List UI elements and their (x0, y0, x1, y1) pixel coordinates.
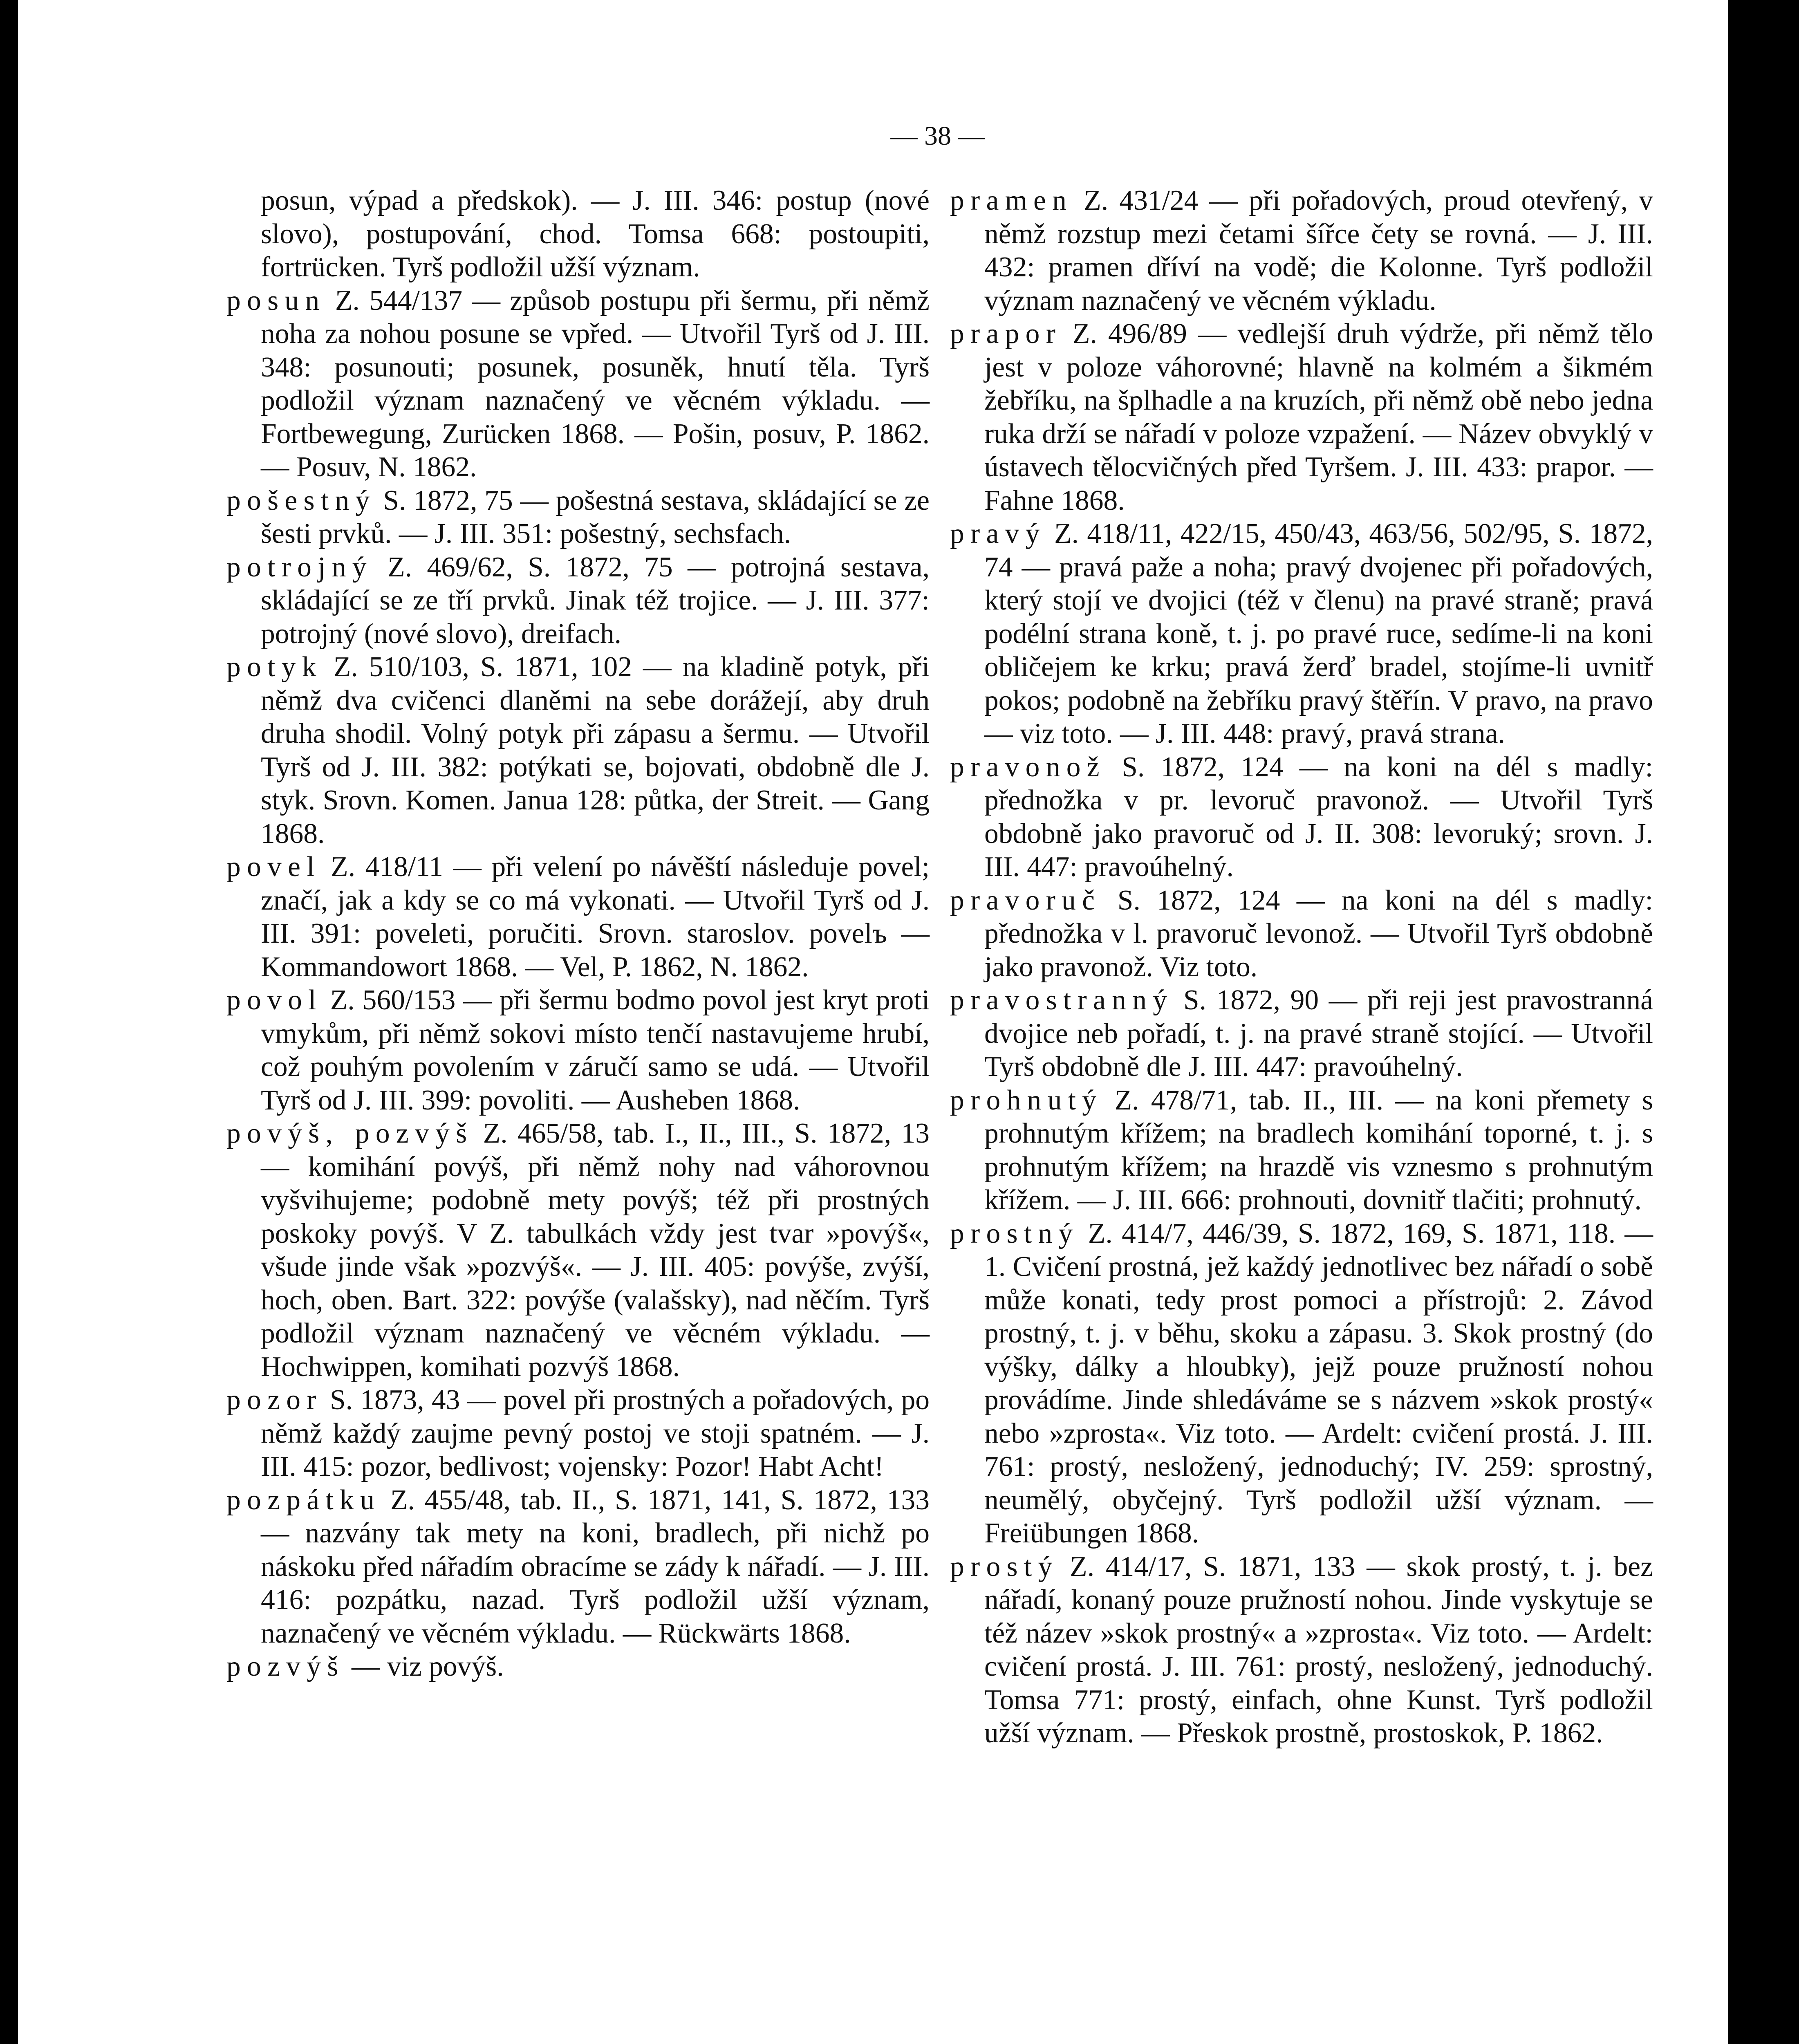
entry-headword: povol (226, 984, 323, 1016)
entry-definition: Z. 455/48, tab. II., S. 1871, 141, S. 1872, 133 — nazvány tak mety na koni, bradlech, při nichž po náskoku před nářadím obracíme se zády k nářadí. — J. III. 416: pozpátku, nazad. Tyrš podložil užší význam, naznačený ve věcném výkladu. — Rückwärts 1868. (261, 1484, 930, 1649)
entry-headword: pozor (226, 1384, 323, 1416)
entry-definition: S. 1872, 124 — na koni na dél s madly: přednožka v l. pravoruč levonož. — Utvořil Tyrš obdobně jako pravonož. Viz toto. (984, 884, 1653, 983)
dictionary-entry (950, 1217, 1653, 1550)
entry-headword: prohnutý (950, 1084, 1103, 1116)
entry-headword: pravonož (950, 751, 1106, 783)
dictionary-entry (226, 850, 930, 984)
dictionary-entry (226, 551, 930, 651)
entry-definition: Z. 496/89 — vedlejší druh výdrže, při němž tělo jest v poloze váhorovné; hlavně na kolmém a šikmém žebříku, na šplhadle a na kruzích, při němž obě nebo jedna ruka drží se nářadí v poloze vzpažení. — Název obvyklý v ústavech tělocvičných před Tyršem. J. III. 433: prapor. — Fahne 1868. (984, 318, 1653, 516)
entry-definition: S. 1872, 124 — na koni na dél s madly: přednožka v pr. levoruč pravonož. — Utvořil Tyrš obdobně jako pravoruč od J. II. 308: levoruký; srovn. J. III. 447: pravoúhelný. (984, 751, 1653, 883)
entry-definition: Z. 414/7, 446/39, S. 1872, 169, S. 1871, 118. — 1. Cvičení prostná, jež každý jednotlivec bez nářadí o sobě může konati, tedy prost pomoci a přístrojů: 2. Závod prostný, t. j. v běhu, skoku a zápasu. 3. Skok prostný (do výšky, dálky a hloubky), jejž pouze pružností nohou provádíme. Jinde shledáváme se s názvem »skok prostý« nebo »zprosta«. Viz toto. — Ardelt: cvičení prostá. J. III. 761: prostý, nesložený, jednoduchý; IV. 259: sprostný, neumělý, obyčejný. Tyrš podložil užší význam. — Freiübungen 1868. (984, 1217, 1653, 1549)
dictionary-entry (226, 284, 930, 484)
dictionary-entry (226, 650, 930, 850)
entry-definition: Z. 414/17, S. 1871, 133 — skok prostý, t. j. bez nářadí, konaný pouze pružností nohou. Jinde vyskytuje se též název »skok prostný« a »zprosta«. Viz toto. — Ardelt: cvičení prostá. J. III. 761: prostý, nesložený, jednoduchý. Tomsa 771: prostý, einfach, ohne Kunst. Tyrš podložil užší význam. — Přeskok prostně, prostoskok, P. 1862. (984, 1551, 1653, 1749)
entry-headword: pravý (950, 518, 1046, 549)
dictionary-entry (950, 517, 1653, 751)
dictionary-entry (950, 1084, 1653, 1217)
dictionary-entry (950, 317, 1653, 517)
entry-definition: Z. 418/11, 422/15, 450/43, 463/56, 502/95, S. 1872, 74 — pravá paže a noha; pravý dvojenec při pořadových, který stojí ve dvojici (též v členu) na pravé straně; pravá podélní strana koně, t. j. po pravé ruce, sedíme-li na koni obličejem ke krku; pravá žerď bradel, stojíme-li uvnitř pokos; podobně na žebříku pravý štěřín. V pravo, na pravo — viz toto. — J. III. 448: pravý, pravá strana. (984, 518, 1653, 749)
scan-border (1728, 0, 1763, 2044)
dictionary-entry (226, 484, 930, 551)
right-column (950, 184, 1653, 1750)
entry-headword: potrojný (226, 551, 373, 583)
entry-headword: pramen (950, 185, 1073, 216)
entry-definition: S. 1872, 90 — při reji jest pravostranná dvojice neb pořadí, t. j. na pravé straně stojící. — Utvořil Tyrš obdobně dle J. III. 447: pravoúhelný. (984, 984, 1653, 1083)
entry-definition: Z. 418/11 — při velení po návěští následuje povel; značí, jak a kdy se co má vykonati. — Utvořil Tyrš od J. III. 391: poveleti, poručiti. Srovn. staroslov. povelъ — Kommandowort 1868. — Vel, P. 1862, N. 1862. (261, 851, 930, 983)
dictionary-entry (226, 184, 930, 284)
dictionary-entry (950, 984, 1653, 1084)
dictionary-entry (226, 1117, 930, 1383)
entry-headword: povel (226, 851, 321, 883)
dictionary-entry (950, 884, 1653, 984)
entry-headword: potyk (226, 651, 323, 683)
entry-headword: prapor (950, 318, 1062, 350)
entry-headword: prostný (950, 1217, 1079, 1249)
dictionary-entry (950, 1550, 1653, 1750)
entry-headword: povýš, pozvýš (226, 1118, 473, 1149)
dictionary-entry (226, 1484, 930, 1650)
entry-headword: pravoruč (950, 884, 1101, 916)
dictionary-entry (950, 751, 1653, 884)
entry-definition: S. 1873, 43 — povel při prostných a pořadových, po němž každý zaujme pevný postoj ve stoji spatném. — J. III. 415: pozor, bedlivost; vojensky: Pozor! Habt Acht! (261, 1384, 930, 1482)
page-number: — 38 — (890, 121, 985, 151)
entry-definition: S. 1872, 75 — pošestná sestava, skládající se ze šesti prvků. — J. III. 351: pošestný, sechsfach. (261, 484, 930, 549)
entry-definition: Z. 465/58, tab. I., II., III., S. 1872, 13 — komihání povýš, při němž nohy nad váhorovnou vyšvihujeme; podobně mety povýš; též při prostných poskoky povýš. V Z. tabulkách vždy jest tvar »povýš«, všude jinde však »pozvýš«. — J. III. 405: povýše, zvýší, hoch, oben. Bart. 322: povýše (valašsky), nad něčím. Tyrš podložil význam naznačený ve věcném výkladu. — Hochwippen, komihati pozvýš 1868. (261, 1118, 930, 1383)
entry-headword: prostý (950, 1551, 1059, 1582)
dictionary-entry (226, 1650, 930, 1683)
entry-headword: pošestný (226, 484, 376, 516)
entry-definition: Z. 469/62, S. 1872, 75 — potrojná sestava, skládající se ze tří prvků. Jinak též trojice. — J. III. 377: potrojný (nové slovo), dreifach. (261, 551, 930, 650)
entry-definition: Z. 544/137 — způsob postupu při šermu, při němž noha za nohou posune se vpřed. — Utvořil Tyrš od J. III. 348: posunouti; posunek, posuněk, hnutí těla. Tyrš podložil význam naznačený ve věcném výkladu. — Fortbewegung, Zurücken 1868. — Pošin, posuv, P. 1862. — Posuv, N. 1862. (261, 285, 930, 483)
entry-headword: posun (226, 285, 326, 316)
entry-definition: posun, výpad a předskok). — J. III. 346: postup (nové slovo), postupování, chod. Tomsa 668: postoupiti, fortrücken. Tyrš podložil užší význam. (261, 185, 930, 283)
entry-headword: pravostranný (950, 984, 1174, 1016)
entry-definition: Z. 478/71, tab. II., III. — na koni přemety s prohnutým křížem; na bradlech komihání toporné, t. j. s prohnutým křížem; na hrazdě vis vznesmo s prohnutým křížem. — J. III. 666: prohnouti, dovnitř tlačiti; prohnutý. (984, 1084, 1653, 1216)
dictionary-entry (226, 984, 930, 1117)
dictionary-entry (950, 184, 1653, 317)
entry-definition: Z. 560/153 — při šermu bodmo povol jest kryt proti vmykům, při němž sokovi místo tenčí nastavujeme hrubí, což pouhým povolením v záručí samo se udá. — Utvořil Tyrš od J. III. 399: povoliti. — Ausheben 1868. (261, 984, 930, 1116)
entry-definition: Z. 431/24 — při pořadových, proud otevřený, v němž rozstup mezi četami šířce čety se rovná. — J. III. 432: pramen dříví na vodě; die Kolonne. Tyrš podložil význam naznačený ve věcném výkladu. (984, 185, 1653, 316)
entry-definition: — viz povýš. (344, 1651, 504, 1682)
entry-headword: pozpátku (226, 1484, 381, 1516)
left-column (226, 184, 930, 1683)
entry-headword: pozvýš (226, 1651, 345, 1682)
dictionary-page (18, 0, 1763, 2044)
dictionary-entry (226, 1383, 930, 1484)
entry-definition: Z. 510/103, S. 1871, 102 — na kladině potyk, při němž dva cvičenci dlaněmi na sebe dorážejí, aby druh druha shodil. Volný potyk při zápasu a šermu. — Utvořil Tyrš od J. III. 382: potýkati se, bojovati, obdobně dle J. styk. Srovn. Komen. Janua 128: půtka, der Streit. — Gang 1868. (261, 651, 930, 849)
